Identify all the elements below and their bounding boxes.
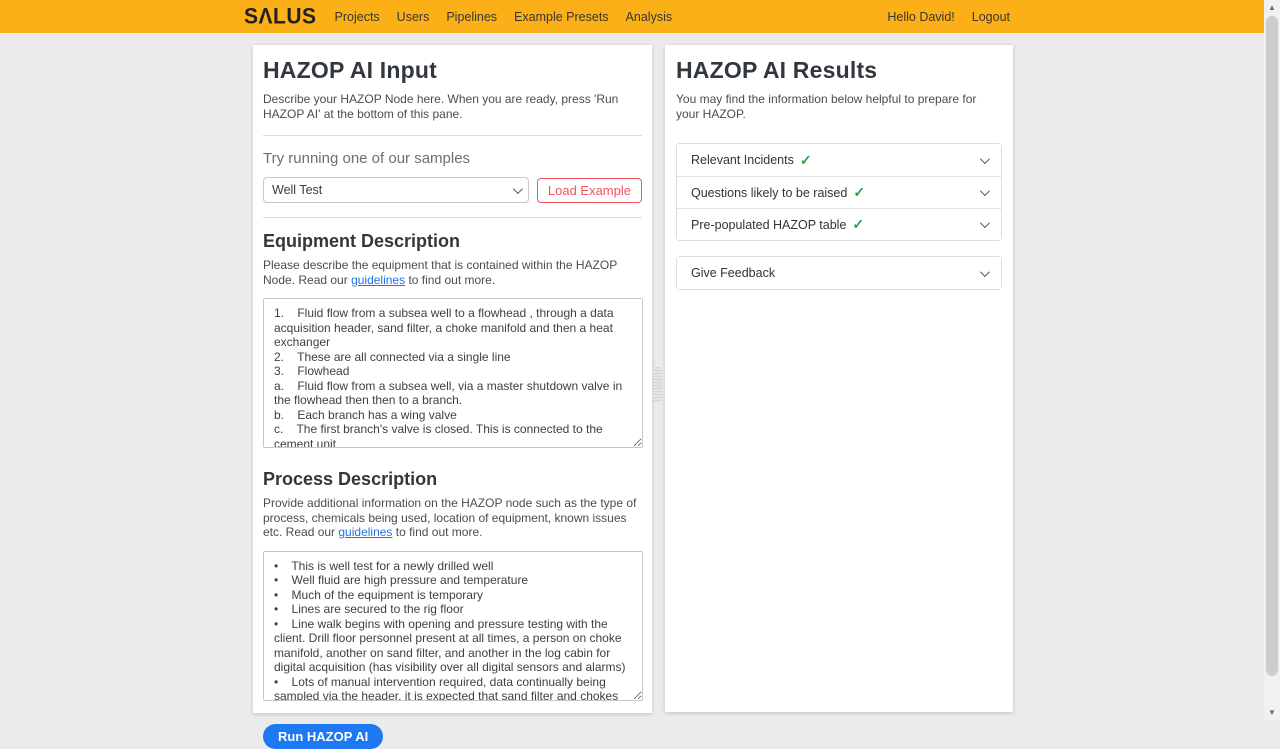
accordion-give-feedback[interactable] bbox=[677, 257, 1001, 289]
process-desc-text-after: to find out more. bbox=[392, 525, 483, 539]
accordion-prepopulated-hazop-table[interactable] bbox=[677, 208, 1001, 240]
user-greeting: Hello David! bbox=[887, 9, 955, 24]
nav-links bbox=[335, 10, 673, 24]
logout-link[interactable]: Logout bbox=[971, 9, 1010, 24]
hazop-results-pane bbox=[665, 45, 1013, 712]
load-example-button[interactable]: Load Example bbox=[537, 178, 642, 203]
equipment-desc-text-after: to find out more. bbox=[405, 272, 496, 287]
nav-right bbox=[887, 10, 1010, 24]
check-icon: ✓ bbox=[799, 151, 812, 168]
nav-item-users[interactable]: Users bbox=[396, 9, 430, 24]
hazop-input-pane bbox=[253, 45, 652, 744]
process-description-textarea[interactable] bbox=[263, 551, 643, 701]
page-scrollbar[interactable] bbox=[1264, 0, 1280, 720]
equipment-desc bbox=[263, 258, 642, 287]
accordion-relevant-incidents[interactable] bbox=[677, 144, 1001, 176]
nav-item-pipelines[interactable]: Pipelines bbox=[446, 9, 498, 24]
chevron-down-icon bbox=[980, 186, 990, 196]
chevron-down-icon bbox=[980, 267, 990, 277]
equipment-desc-text: Please describe the equipment that is contained within the HAZOP Node. Read our bbox=[263, 258, 617, 287]
process-desc-text: Provide additional information on the HAZOP node such as the type of process, chemicals being used, location of equipment, known issues etc. Read our bbox=[263, 496, 637, 539]
results-pane-title: HAZOP AI Results bbox=[676, 57, 878, 83]
input-pane-title: HAZOP AI Input bbox=[263, 57, 438, 83]
salus-logo: SΛLUS bbox=[244, 4, 317, 29]
nav-item-projects[interactable]: Projects bbox=[334, 9, 380, 24]
equipment-guidelines-link[interactable]: guidelines bbox=[351, 272, 406, 287]
process-heading: Process Description bbox=[263, 469, 438, 489]
divider bbox=[263, 217, 642, 218]
run-hazop-ai-button[interactable]: Run HAZOP AI bbox=[263, 724, 383, 749]
accordion-label: Pre-populated HAZOP table bbox=[691, 217, 847, 232]
check-icon: ✓ bbox=[853, 184, 866, 200]
process-guidelines-link[interactable]: guidelines bbox=[338, 525, 393, 539]
pane-resize-handle[interactable] bbox=[653, 367, 662, 402]
feedback-accordion-group bbox=[676, 256, 1002, 290]
results-accordion-group bbox=[676, 143, 1002, 241]
nav-item-analysis[interactable]: Analysis bbox=[625, 9, 673, 24]
sample-select-value: Well Test bbox=[272, 183, 323, 197]
top-navbar bbox=[0, 0, 1280, 33]
chevron-down-icon bbox=[980, 218, 990, 228]
samples-label: Try running one of our samples bbox=[263, 150, 471, 167]
check-icon: ✓ bbox=[852, 216, 865, 232]
accordion-questions-raised[interactable] bbox=[677, 176, 1001, 208]
scrollbar-up-arrow-icon[interactable]: ▲ bbox=[1268, 3, 1276, 12]
nav-item-example-presets[interactable]: Example Presets bbox=[514, 9, 609, 24]
input-pane-subtitle: Describe your HAZOP Node here. When you are ready, press 'Run HAZOP AI' at the bottom of this pane. bbox=[263, 92, 619, 121]
chevron-down-icon bbox=[980, 154, 990, 164]
process-desc bbox=[263, 496, 642, 540]
accordion-label: Give Feedback bbox=[691, 266, 776, 280]
sample-select[interactable] bbox=[263, 177, 529, 203]
scrollbar-down-arrow-icon[interactable]: ▼ bbox=[1268, 708, 1276, 717]
divider bbox=[263, 135, 642, 136]
results-pane-subtitle: You may find the information below helpful to prepare for your HAZOP. bbox=[676, 92, 977, 121]
equipment-description-textarea[interactable] bbox=[263, 298, 643, 448]
samples-row bbox=[263, 177, 642, 203]
accordion-label: Relevant Incidents bbox=[691, 153, 794, 167]
scrollbar-thumb[interactable] bbox=[1266, 16, 1278, 676]
chevron-down-icon bbox=[513, 184, 523, 194]
equipment-heading: Equipment Description bbox=[263, 231, 461, 251]
accordion-label: Questions likely to be raised bbox=[691, 185, 848, 200]
